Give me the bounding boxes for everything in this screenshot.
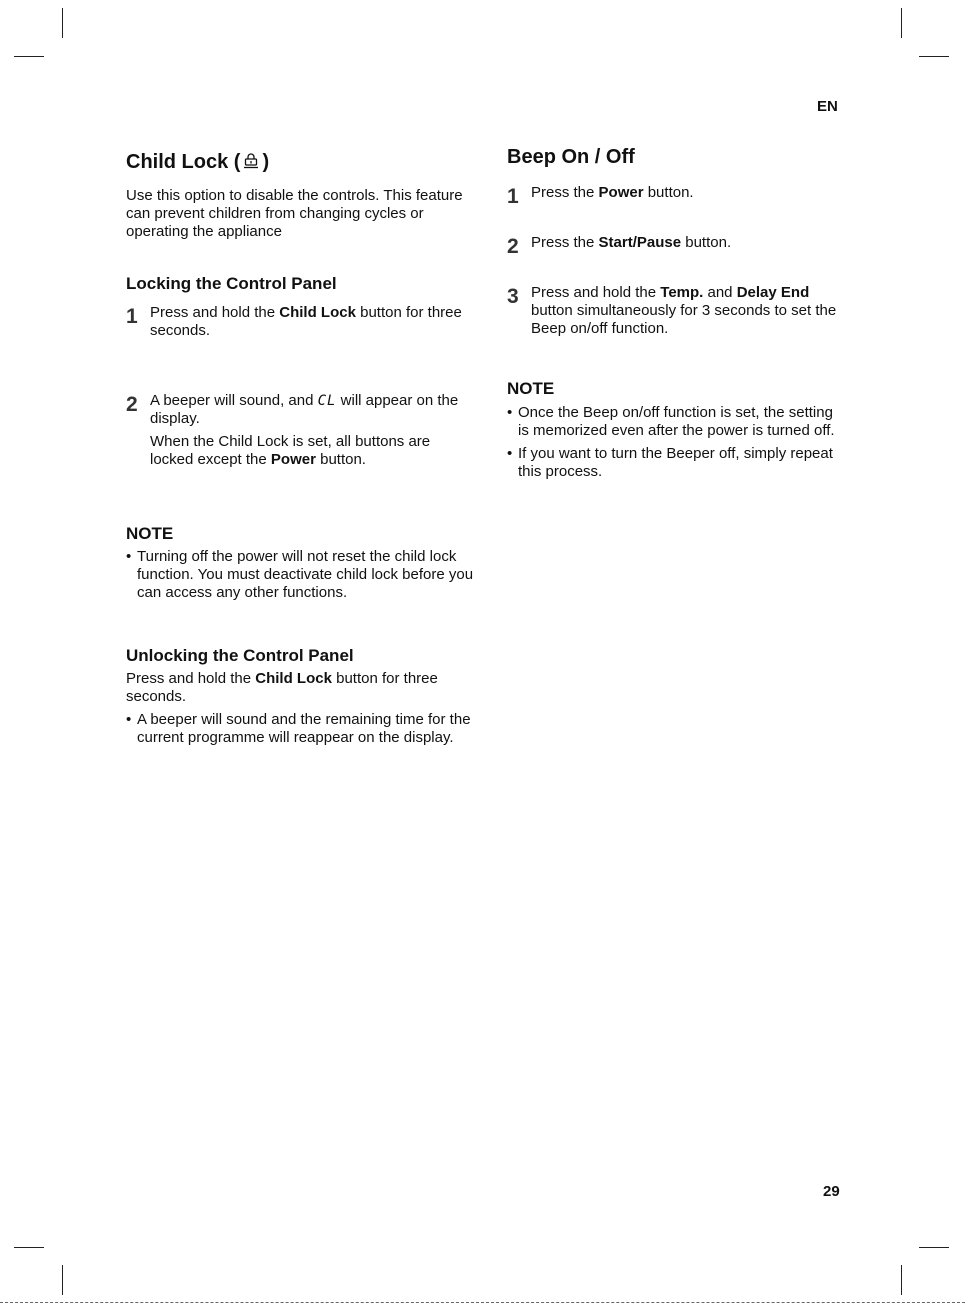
child-lock-section <box>126 150 476 747</box>
locking-step-2: 2 A beeper will sound, and CL will appear on the display. When the Child Lock is set, all buttons are locked except the Power button. <box>126 392 459 468</box>
step-number: 1 <box>126 305 138 328</box>
crop-mark <box>919 56 949 57</box>
step-number: 3 <box>507 285 519 308</box>
crop-mark <box>14 1247 44 1248</box>
page-number: 29 <box>823 1183 840 1200</box>
beep-step-1: 1 Press the Power button. <box>507 184 694 208</box>
crop-mark <box>14 56 44 57</box>
crop-mark <box>901 8 902 38</box>
child-lock-icon <box>242 152 260 176</box>
beep-note-title: NOTE <box>507 379 555 398</box>
beep-step-3: 3 Press and hold the Temp. and Delay End button simultaneously for 3 seconds to set the Beep on/off function. <box>507 284 837 337</box>
crop-mark <box>919 1247 949 1248</box>
crop-mark <box>901 1265 902 1295</box>
unlocking-title: Unlocking the Control Panel <box>126 646 354 665</box>
step-number: 1 <box>507 185 519 208</box>
crop-mark <box>62 8 63 38</box>
step-number: 2 <box>507 235 519 258</box>
locking-title: Locking the Control Panel <box>126 274 337 293</box>
note-title: NOTE <box>126 524 174 543</box>
note-bullet: • Turning off the power will not reset the child lock function. You must deactivate child lock before you can access any other functions. <box>126 548 476 602</box>
beep-step-2: 2 Press the Start/Pause button. <box>507 234 732 258</box>
beep-note-bullet: • If you want to turn the Beeper off, simply repeat this process. <box>507 445 847 481</box>
child-lock-title: Child Lock ( ) <box>126 150 476 176</box>
unlocking-bullet: • A beeper will sound and the remaining time for the current programme will reappear on the display. <box>126 711 476 747</box>
beep-section <box>507 145 847 481</box>
display-code: CL <box>317 393 337 409</box>
locking-step-1: 1 Press and hold the Child Lock button for three seconds. <box>126 304 462 339</box>
unlocking-text: Press and hold the Child Lock button for three seconds. <box>126 670 438 705</box>
page-edge-rule <box>0 1302 965 1303</box>
step-number: 2 <box>126 393 138 416</box>
beep-note-bullet: • Once the Beep on/off function is set, the setting is memorized even after the power is turned off. <box>507 404 847 440</box>
crop-mark <box>62 1265 63 1295</box>
language-label: EN <box>817 98 838 115</box>
child-lock-intro: Use this option to disable the controls. This feature can prevent children from changing cycles or operating the appliance <box>126 187 463 240</box>
beep-title: Beep On / Off <box>507 146 635 168</box>
